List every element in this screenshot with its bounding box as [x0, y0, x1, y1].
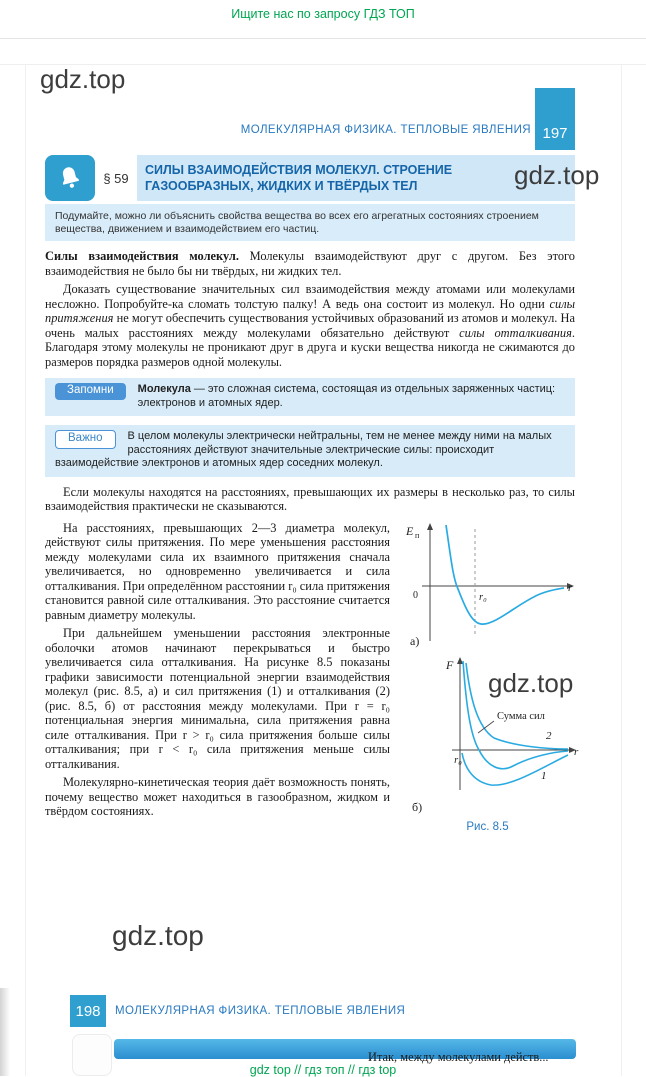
paragraph-intro-rest: Молекулы взаимодействуют друг с другом. Без этого взаимодействия не было бы ни твёрдых, ни жидких тел. [45, 249, 575, 278]
top-banner-link[interactable]: Ищите нас по запросу ГДЗ ТОП [231, 7, 415, 21]
section-title [137, 155, 575, 201]
section-title-line2: ГАЗООБРАЗНЫХ, ЖИДКИХ И ТВЁРДЫХ ТЕЛ [145, 179, 418, 193]
next-page-number-tab: 198 [70, 995, 106, 1027]
r0-label: r₀ [454, 754, 462, 766]
remember-term: Молекула [137, 383, 191, 395]
next-page-running-head: МОЛЕКУЛЯРНАЯ ФИЗИКА. ТЕПЛОВЫЕ ЯВЛЕНИЯ [115, 1005, 406, 1017]
paragraph-sign: § 59 [103, 170, 129, 186]
paragraph-intro-lead: Силы взаимодействия молекул. [45, 249, 239, 263]
important-badge: Важно [55, 430, 116, 449]
think-box: Подумайте, можно ли объяснить свойства вещества во всех его агрегатных состояниях строением вещества, движением и взаимодействием его частиц. [45, 204, 575, 241]
curve-1-label: 1 [541, 769, 547, 782]
important-box [45, 425, 575, 477]
remember-text: — это сложная система, состоящая из отдельных заряженных частиц: электронов и атомных ядер. [137, 383, 556, 409]
energy-axis-sub: п [415, 530, 420, 540]
r0-label: r₀ [479, 591, 487, 603]
paragraph-mkt: Молекулярно-кинетическая теория даёт возможность понять, почему вещество может находиться в газообразном, жидком и твёрдом состояниях. [45, 775, 390, 818]
attraction-force-curve [462, 753, 568, 785]
paragraph-diameters: На расстояниях, превышающих 2—3 диаметра молекул, действуют силы притяжения. По мере уменьшения расстояния между молекулами сила их взаимного притяжения сначала увеличивается, но одновременно увеличивается и сила отталкивания. При определённом расстоянии r₀ сила притяжения становится равной силе отталкивания. Это расстояние считается равным диаметру молекулы. [45, 520, 390, 622]
divider-line [0, 38, 646, 39]
subfigure-b-tag: б) [412, 799, 423, 814]
figure-caption: Рис. 8.5 [466, 820, 509, 833]
paragraph-forces-a: Доказать существование значительных сил взаимодействия между атомами или молекулами несложно. Попробуйте-ка сломать толстую палку! А ведь она состоит из молекул. Но одни [45, 282, 575, 311]
partial-paragraph: Итак, между молекулами действ... [368, 1050, 549, 1064]
gdz-watermark: gdz.top [514, 160, 600, 190]
force-axis-label: F [446, 657, 454, 672]
energy-axis-label: E [406, 523, 414, 538]
sum-of-forces-label: Сумма сил [497, 710, 545, 722]
axis-arrow-up [427, 523, 433, 530]
page-number-tab: 197 [535, 88, 575, 150]
origin-label: 0 [413, 589, 418, 601]
paragraph-forces [45, 282, 575, 369]
section-title-line1: СИЛЫ ВЗАИМОДЕЙСТВИЯ МОЛЕКУЛ. СТРОЕНИЕ [145, 163, 453, 177]
figure-8-5-a [400, 521, 575, 649]
paragraph-intro [45, 249, 575, 278]
remember-box [45, 378, 575, 416]
r-axis-label: r [568, 581, 573, 594]
attraction-forces-em: силы притяжения [45, 296, 575, 325]
text-column [45, 521, 390, 833]
remember-badge: Запомни [55, 383, 126, 400]
gdz-watermark: gdz.top [112, 920, 204, 951]
paragraph-forces-c: . Благодаря этому молекулы не проникают друг в друга и куски вещества никогда не сжимаются до размеров порядка размеров одной молекулы. [45, 325, 575, 369]
paragraph-forces-b: не могут обеспечить существования устойчивых образований из атомов и молекул. На очень малых расстояниях между молекулами обязательно действуют [45, 311, 575, 340]
textbook-page-content [45, 155, 579, 833]
curve-2-label: 2 [546, 729, 552, 742]
paragraph-distances: Если молекулы находятся на расстояниях, превышающих их размеры в несколько раз, то силы взаимодействия практически не сказываются. [45, 484, 575, 513]
potential-energy-curve [446, 525, 564, 624]
paragraph-graphs: При дальнейшем уменьшении расстояния электронные оболочки атомов начинают перекрываться и быстро увеличивается сила отталкивания. На рисунке 8.5 показаны графики зависимости потенциальной энергии взаимодействия молекул (рис. 8.5, а) и сил притяжения (1) и отталкивания (2) (рис. 8.5, б) от расстояния между молекулами. При r = r₀ потенциальная энергия минимальна, сила притяжения равна силе отталкивания. При r > r₀ сила притяжения больше силы отталкивания; при r < r₀ сила притяжения меньше силы отталкивания. [45, 626, 390, 771]
section-heading [45, 155, 575, 201]
next-page-header [70, 995, 405, 1027]
subfigure-a-tag: а) [410, 633, 420, 648]
r-axis-label: r [574, 745, 579, 758]
gdz-watermark: gdz.top [40, 64, 126, 94]
bell-icon [45, 155, 95, 201]
running-head: МОЛЕКУЛЯРНАЯ ФИЗИКА. ТЕПЛОВЫЕ ЯВЛЕНИЯ [240, 124, 531, 136]
repulsion-forces-em: силы отталкивания [459, 325, 572, 340]
axis-arrow-up [457, 657, 463, 664]
important-text: В целом молекулы электрически нейтральны, тем не менее между ними на малых расстояниях действуют значительные электрические силы: происходит взаимодействие электронов и атомных ядер соседних молекул. [55, 430, 552, 469]
gdz-watermark: gdz.top [488, 668, 574, 698]
footer-links[interactable]: gdz top // гдз топ // гдз top [249, 1063, 397, 1077]
